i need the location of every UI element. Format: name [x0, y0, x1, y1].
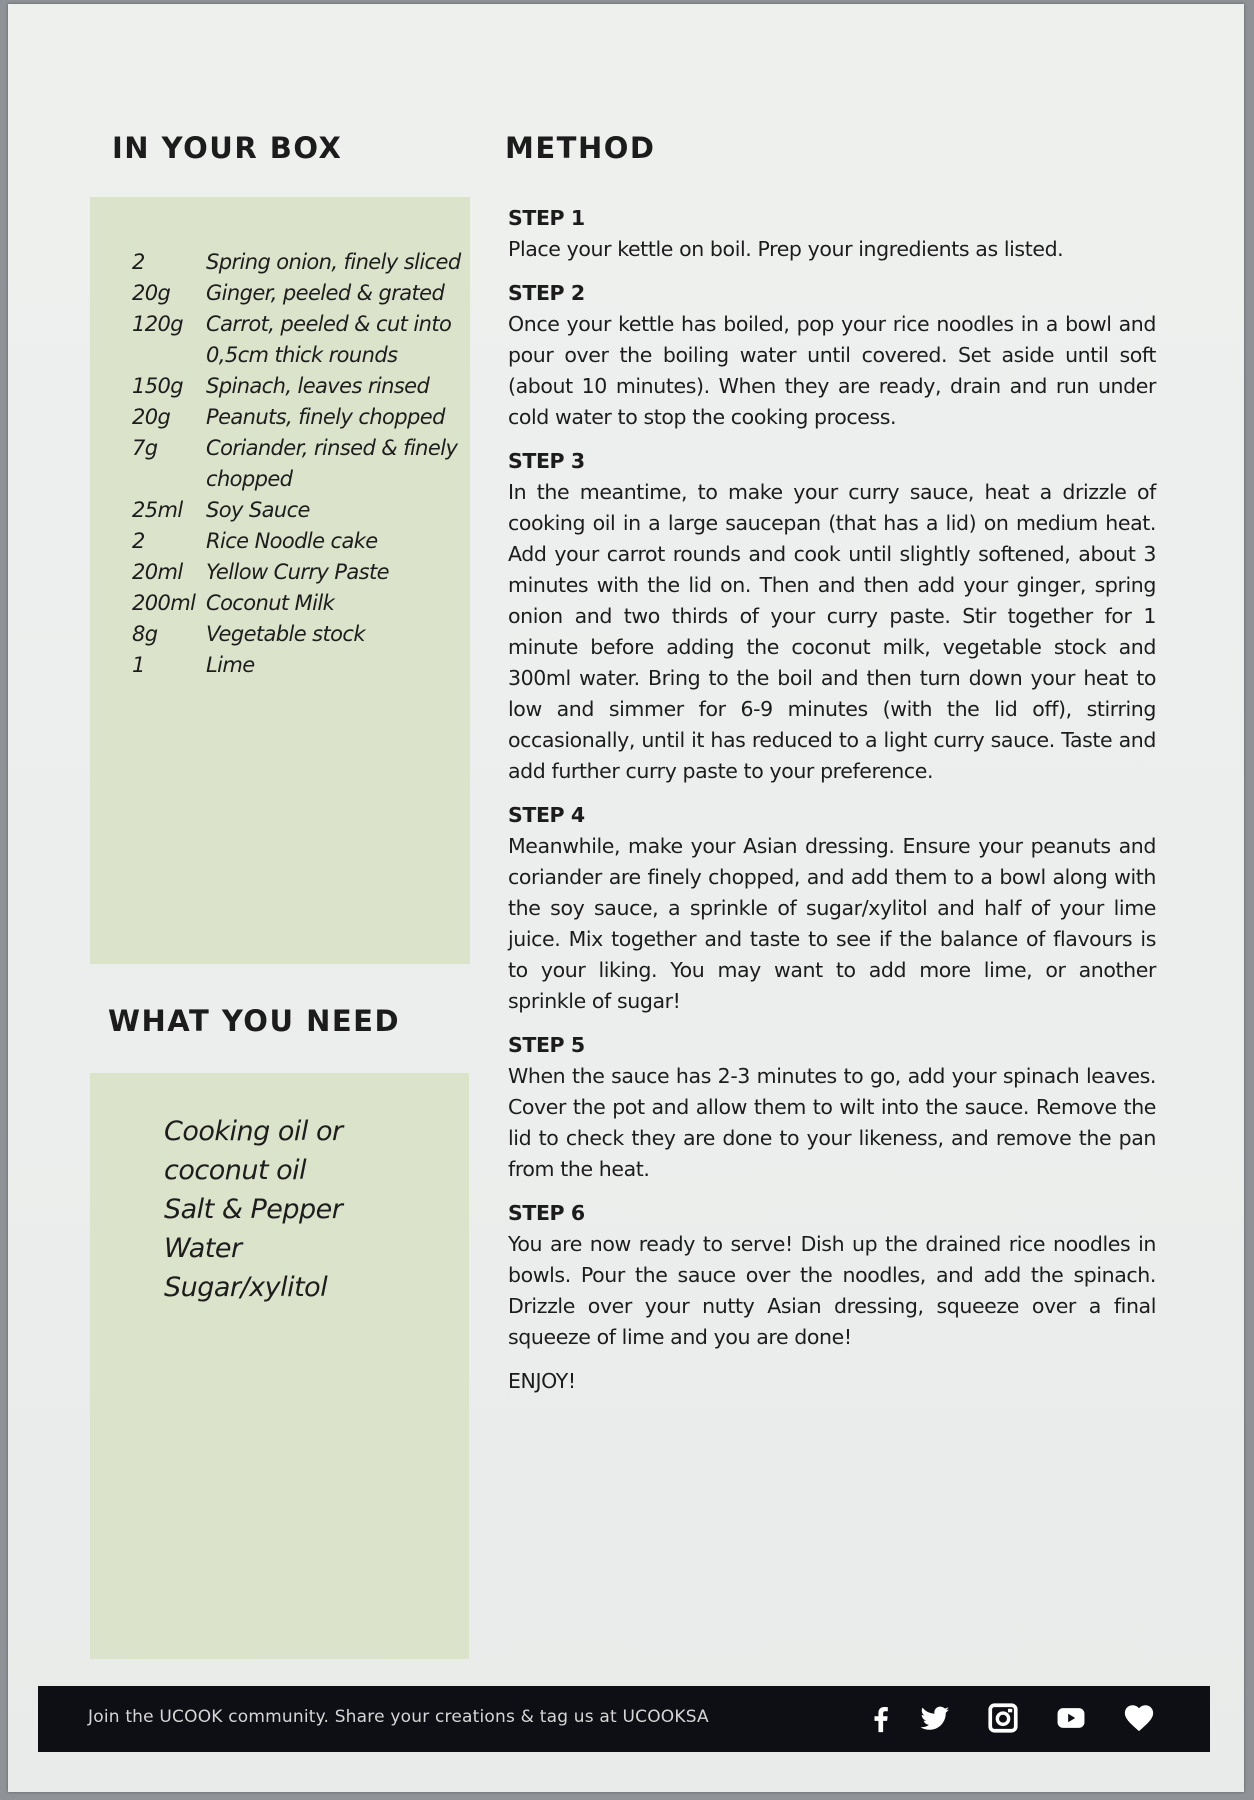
ingredient-name: Coconut Milk	[206, 591, 335, 615]
step-text: When the sauce has 2-3 minutes to go, add your spinach leaves. Cover the pot and allow them to wilt into the sauce. Remove the lid to check they are done to your likeness, and remove the pan from the heat.	[508, 1064, 1156, 1181]
recipe-card	[8, 4, 1244, 1792]
ingredient-name: Peanuts, finely chopped	[206, 405, 445, 429]
method-step	[508, 1198, 1156, 1353]
ingredient-row	[132, 557, 462, 588]
pantry-item: Water	[164, 1233, 242, 1264]
ingredient-qty: 120g	[132, 312, 184, 336]
pantry-item: Sugar/xylitol	[164, 1272, 328, 1303]
ingredient-qty: 8g	[132, 622, 158, 646]
ingredient-qty: 20g	[132, 281, 171, 305]
ingredient-qty: 2	[132, 529, 145, 553]
ingredient-row	[132, 433, 462, 495]
ingredient-name: Ginger, peeled & grated	[206, 281, 445, 305]
footer-text: Join the UCOOK community. Share your creations & tag us at UCOOKSA	[88, 1707, 709, 1727]
ingredient-row	[132, 526, 462, 557]
ingredient-row	[132, 402, 462, 433]
ingredient-name: Rice Noodle cake	[206, 529, 378, 553]
facebook-icon[interactable]	[864, 1701, 898, 1735]
ingredient-name: Coriander, rinsed & finely chopped	[206, 436, 458, 491]
ingredient-name: Spring onion, finely sliced	[206, 250, 461, 274]
step-text: In the meantime, to make your curry sauce, heat a drizzle of cooking oil in a large saucepan (that has a lid) on medium heat. Add your carrot rounds and cook until slightly softened, about 3 minutes with the lid on. Then and then add your ginger, spring onion and two thirds of your curry paste. Stir together for 1 minute before adding the coconut milk, vegetable stock and 300ml water. Bring to the boil and then turn down your heat to low and simmer for 6-9 minutes (with the lid off), stirring occasionally, until it has reduced to a light curry sauce. Taste and add further curry paste to your preference.	[508, 480, 1156, 783]
ingredient-row	[132, 619, 462, 650]
step-text: Meanwhile, make your Asian dressing. Ensure your peanuts and coriander are finely chopped, and add them to a bowl along with the soy sauce, a sprinkle of sugar/xylitol and half of your lime juice. Mix together and taste to see if the balance of flavours is to your liking. You may want to add more lime, or another sprinkle of sugar!	[508, 834, 1156, 1013]
what-you-need-heading: WHAT YOU NEED	[108, 1004, 401, 1038]
ingredient-list	[132, 247, 462, 681]
ingredient-qty: 20ml	[132, 560, 183, 584]
closing-text: ENJOY!	[508, 1369, 576, 1393]
ingredient-row	[132, 278, 462, 309]
pantry-list	[164, 1112, 454, 1307]
method-step	[508, 278, 1156, 433]
heart-icon[interactable]	[1122, 1701, 1156, 1735]
footer-bar	[38, 1686, 1210, 1752]
method-heading: METHOD	[505, 131, 656, 165]
twitter-icon[interactable]	[918, 1701, 952, 1735]
pantry-item: Cooking oil or coconut oil	[164, 1116, 343, 1186]
ingredient-qty: 2	[132, 250, 145, 274]
instagram-icon[interactable]	[986, 1701, 1020, 1735]
step-title: STEP 5	[508, 1033, 585, 1057]
ingredient-qty: 1	[132, 653, 145, 677]
ingredient-row	[132, 371, 462, 402]
ingredient-row	[132, 588, 462, 619]
ingredient-name: Lime	[206, 653, 255, 677]
ingredient-name: Soy Sauce	[206, 498, 310, 522]
step-title: STEP 1	[508, 206, 585, 230]
ingredient-row	[132, 495, 462, 526]
step-title: STEP 2	[508, 281, 585, 305]
ingredient-row	[132, 247, 462, 278]
step-text: Once your kettle has boiled, pop your rice noodles in a bowl and pour over the boiling water until covered. Set aside until soft (about 10 minutes). When they are ready, drain and run under cold water to stop the cooking process.	[508, 312, 1156, 429]
in-your-box-heading: IN YOUR BOX	[112, 131, 343, 165]
step-title: STEP 6	[508, 1201, 585, 1225]
youtube-icon[interactable]	[1054, 1701, 1088, 1735]
ingredient-row	[132, 309, 462, 371]
step-text: Place your kettle on boil. Prep your ingredients as listed.	[508, 237, 1064, 261]
ingredient-qty: 200ml	[132, 591, 196, 615]
ingredient-name: Yellow Curry Paste	[206, 560, 389, 584]
ingredient-name: Spinach, leaves rinsed	[206, 374, 430, 398]
ingredient-name: Vegetable stock	[206, 622, 365, 646]
step-title: STEP 3	[508, 449, 585, 473]
ingredient-row	[132, 650, 462, 681]
in-your-box-panel	[90, 197, 470, 964]
ingredient-qty: 20g	[132, 405, 171, 429]
pantry-item: Salt & Pepper	[164, 1194, 343, 1225]
step-text: You are now ready to serve! Dish up the drained rice noodles in bowls. Pour the sauce over the noodles, and add the spinach. Drizzle over your nutty Asian dressing, squeeze over a final squeeze of lime and you are done!	[508, 1232, 1156, 1349]
method-step	[508, 203, 1156, 265]
method-step	[508, 800, 1156, 1017]
method-step	[508, 1030, 1156, 1185]
ingredient-name: Carrot, peeled & cut into 0,5cm thick rounds	[206, 312, 452, 367]
what-you-need-panel	[90, 1073, 469, 1659]
method-step	[508, 446, 1156, 787]
ingredient-qty: 150g	[132, 374, 184, 398]
step-title: STEP 4	[508, 803, 585, 827]
method-steps	[508, 203, 1156, 1397]
ingredient-qty: 7g	[132, 436, 158, 460]
ingredient-qty: 25ml	[132, 498, 183, 522]
